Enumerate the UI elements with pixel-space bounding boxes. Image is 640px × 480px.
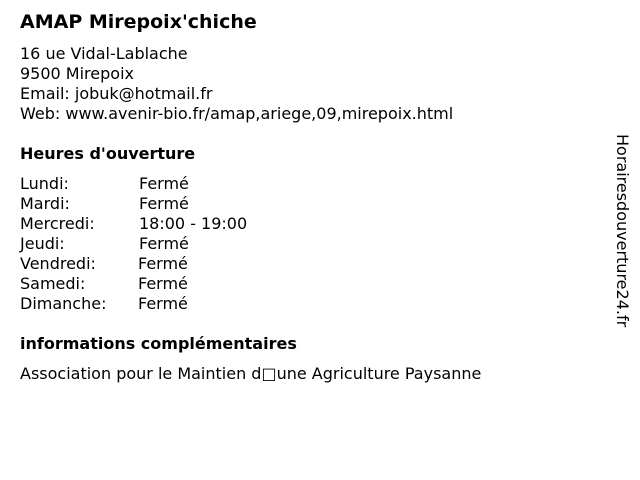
hours-value: Fermé	[139, 234, 189, 253]
hours-value: 18:00 - 19:00	[139, 214, 248, 233]
info-text: Association pour le Maintien d□une Agriculture Paysanne	[20, 364, 482, 383]
hours-row-wednesday	[20, 214, 340, 234]
hours-heading: Heures d'ouverture	[20, 144, 196, 163]
hours-row-thursday	[20, 234, 340, 254]
day-label: Mardi:	[20, 194, 70, 213]
hours-value: Fermé	[138, 294, 188, 313]
web-line: Web: www.avenir-bio.fr/amap,ariege,09,mirepoix.html	[20, 104, 454, 123]
hours-value: Fermé	[139, 174, 189, 193]
day-label: Samedi:	[20, 274, 86, 293]
address-block	[20, 44, 453, 124]
hours-value: Fermé	[138, 274, 188, 293]
hours-table	[20, 174, 340, 314]
hours-row-monday	[20, 174, 340, 194]
business-title: AMAP Mirepoix'chiche	[20, 11, 257, 33]
hours-value: Fermé	[139, 194, 189, 213]
email-line: Email: jobuk@hotmail.fr	[20, 84, 213, 103]
hours-row-saturday	[20, 274, 340, 294]
day-label: Jeudi:	[20, 234, 65, 253]
city-line: 9500 Mirepoix	[20, 64, 134, 83]
day-label: Vendredi:	[20, 254, 96, 273]
hours-row-friday	[20, 254, 340, 274]
side-brand-watermark: Horairesdouverture24.fr	[613, 134, 632, 328]
hours-row-sunday	[20, 294, 340, 314]
street-line: 16 ue Vidal-Lablache	[20, 44, 188, 63]
hours-row-tuesday	[20, 194, 340, 214]
hours-value: Fermé	[138, 254, 188, 273]
day-label: Dimanche:	[20, 294, 107, 313]
day-label: Mercredi:	[20, 214, 95, 233]
info-heading: informations complémentaires	[20, 334, 297, 353]
day-label: Lundi:	[20, 174, 69, 193]
